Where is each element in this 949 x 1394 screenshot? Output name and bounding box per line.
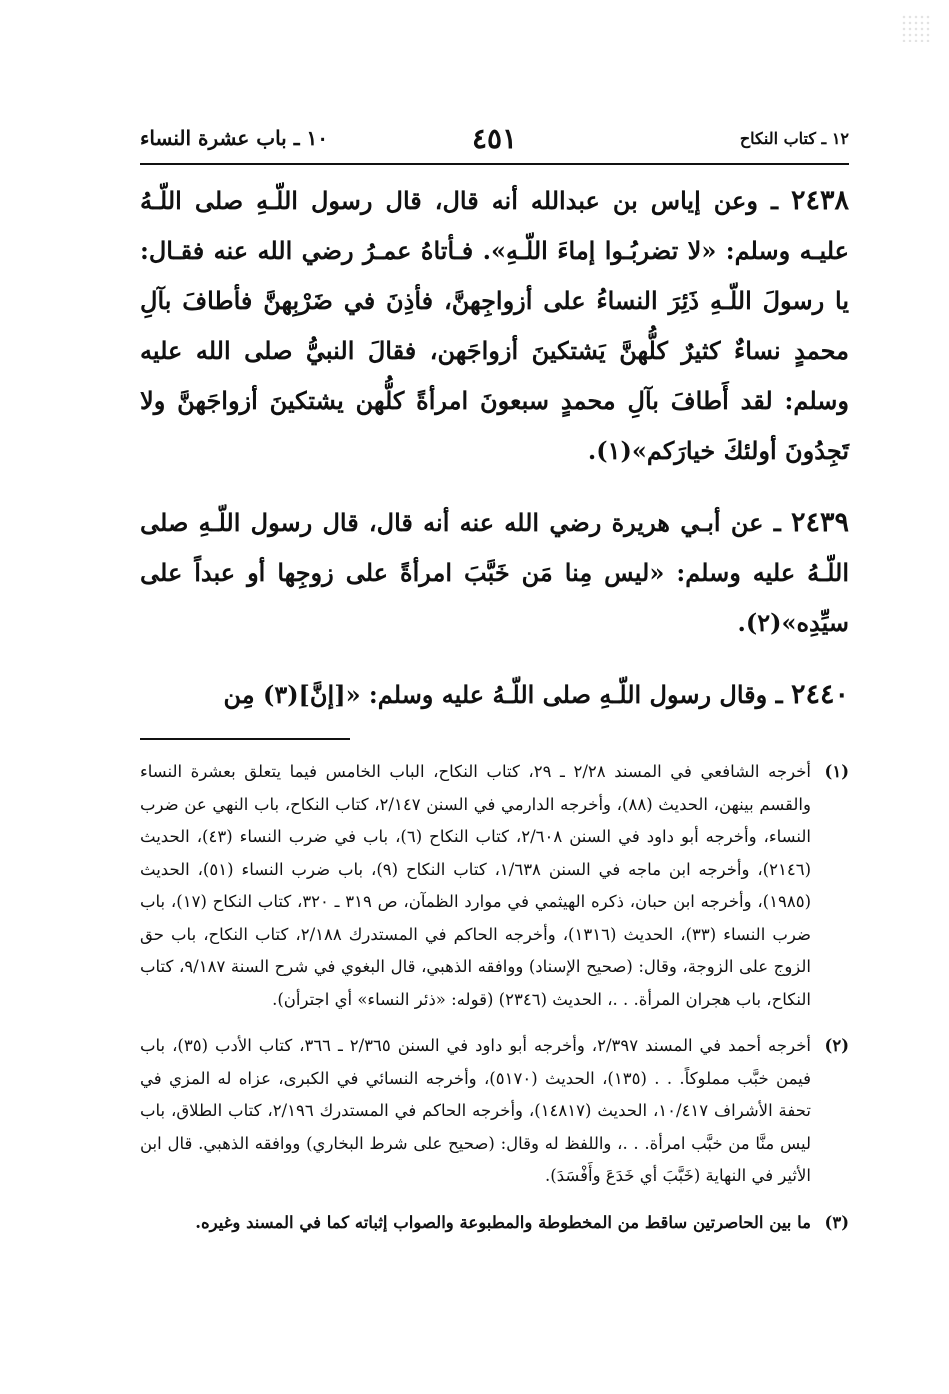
footnote-text: ما بين الحاصرتين ساقط من المخطوطة والمطبوعة والصواب إثباته كما في المسند وغيره. [195, 1212, 811, 1232]
hadith-paragraph [140, 670, 849, 720]
footnote-marker: (١) [824, 762, 849, 781]
main-text [140, 176, 849, 742]
footnote-divider [140, 738, 350, 740]
hadith-paragraph [140, 498, 849, 648]
footnote [140, 1030, 849, 1193]
footnote-marker: (٣) [824, 1212, 849, 1232]
footnote [140, 756, 849, 1016]
hadith-number: ٢٤٣٨ [790, 185, 849, 216]
hadith-paragraph [140, 176, 849, 476]
header-chapter-title: ١٠ ـ باب عشرة النساء [140, 126, 328, 150]
footnote-marker: (٢) [824, 1036, 849, 1055]
page-number: ٤٥١ [471, 121, 518, 155]
hadith-text: ـ عن أبـي هريرة رضي الله عنه أنه قال، قال رسول اللّـهِ صلى اللّـهُ عليه وسلم: «ليس مِنا مَن خَبَّبَ امرأةً على زوجِها أو عبداً على سيِّدِه»(٢). [140, 508, 849, 637]
header-book-title: ١٢ ـ كتاب النكاح [739, 128, 849, 148]
footnotes [140, 756, 849, 1253]
hadith-number: ٢٤٤٠ [790, 679, 849, 710]
footnote-text: أخرجه أحمد في المسند ٢/٣٩٧، وأخرجه أبو داود في السنن ٢/٣٦٥ ـ ٣٦٦، كتاب الأدب (٣٥)، باب فيمن خبَّب مملوكاً. . . (١٣٥)، الحديث (٥١٧٠)، وأخرجه النسائي في الكبرى، عزاه له المزي في تحفة الأشراف ١٠/٤١٧، الحديث (١٤٨١٧)، وأخرجه الحاكم في المستدرك ٢/١٩٦، كتاب الطلاق، باب ليس منَّا من خبَّب امرأة. . .، واللفظ له وقال: (صحيح على شرط البخاري) ووافقه الذهبي. قال ابن الأثير في النهاية (خَبَّبَ أي خَدَعَ وأَفْسَدَ). [140, 1036, 811, 1185]
running-header [140, 118, 849, 158]
hadith-number: ٢٤٣٩ [791, 507, 850, 538]
footnote-text: أخرجه الشافعي في المسند ٢/٢٨ ـ ٢٩، كتاب النكاح، الباب الخامس فيما يتعلق بعشرة النساء والقسم بينهن، الحديث (٨٨)، وأخرجه الدارمي في السنن ٢/١٤٧، كتاب النكاح، باب النهي عن ضرب النساء، وأخرجه أبو داود في السنن ٢/٦٠٨، كتاب النكاح (٦)، باب في ضرب النساء (٤٣)، الحديث (٢١٤٦)، وأخرجه ابن ماجه في السنن ١/٦٣٨، كتاب النكاح (٩)، باب ضرب النساء (٥١)، الحديث (١٩٨٥)، وأخرجه ابن حبان، ذكره الهيثمي في موارد الظمآن، ص ٣١٩ ـ ٣٢٠، كتاب النكاح (١٧)، باب ضرب النساء (٣٣)، الحديث (١٣١٦)، وأخرجه الحاكم في المستدرك ٢/١٨٨، كتاب النكاح، باب حق الزوج على الزوجة، وقال: (صحيح الإسناد) ووافقه الذهبي، قال البغوي في شرح السنة ٩/١٨٧، كتاب النكاح، باب هجران المرأة. . .، الحديث (٢٣٤٦) (قوله: «ذئر النساء» أي اجترأن). [140, 762, 812, 1009]
header-divider [140, 163, 849, 165]
footnote [140, 1207, 849, 1240]
hadith-text: ـ وعن إياس بن عبدالله أنه قال، قال رسول اللّـهِ صلى اللّـهُ عليـه وسلم: «لا تضربُـوا إماءَ اللّـهِ». فـأتاهُ عمـرُ رضي الله عنه فقـال: يا رسولَ اللّـهِ ذَئِرَ النساءُ على أزواجِهنَّ، فأذِنَ في ضَرْبِهنَّ فأطافَ بآلِ محمدٍ نساءٌ كثيرٌ كلُّهنَّ يَشتكينَ أزواجَهن، فقالَ النبيُّ صلى الله عليه وسلم: لقد أَطافَ بآلِ محمدٍ سبعونَ امرأةً كلُّهن يشتكينَ أزواجَهنَّ ولا تَجِدُونَ أولئكَ خيارَكم»(١). [140, 186, 849, 465]
scan-noise-mark [901, 14, 931, 42]
hadith-text: ـ وقال رسول اللّـهِ صلى اللّـهُ عليه وسلم: «[إنَّ](٣) مِن [223, 680, 783, 709]
